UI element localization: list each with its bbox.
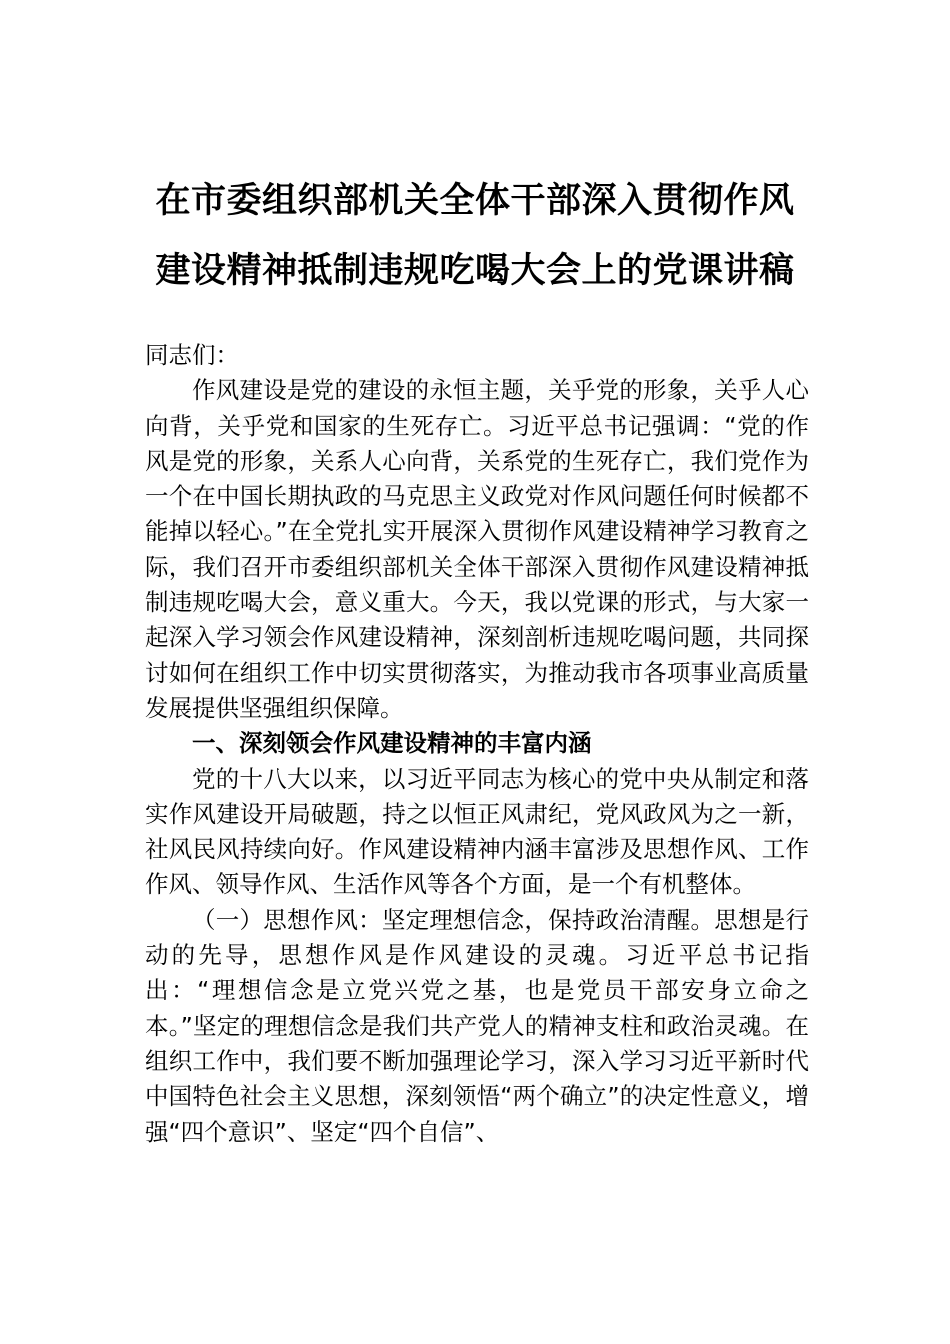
paragraph-section-1: 党的十八大以来，以习近平同志为核心的党中央从制定和落实作风建设开局破题，持之以恒正风肃纪，党风政风为之一新，社风民风持续向好。作风建设精神内涵丰富涉及思想作风、工作作风、领导作风、生活作风等各个方面，是一个有机整体。 xyxy=(145,764,809,899)
document-body xyxy=(145,338,809,1150)
section-heading-1: 一、深刻领会作风建设精神的丰富内涵 xyxy=(192,729,592,758)
paragraph-subsection-1: （一）思想作风：坚定理想信念，保持政治清醒。思想是行动的先导，思想作风是作风建设的灵魂。习近平总书记指出：“理想信念是立党兴党之基，也是党员干部安身立命之本。”坚定的理想信念是我们共产党人的精神支柱和政治灵魂。在组织工作中，我们要不断加强理论学习，深入学习习近平新时代中国特色社会主义思想，深刻领悟“两个确立”的决定性意义，增强“四个意识”、坚定“四个自信”、 xyxy=(145,905,809,1146)
document-title xyxy=(100,166,850,306)
greeting: 同志们： xyxy=(145,341,239,369)
title-line-2: 建设精神抵制违规吃喝大会上的党课讲稿 xyxy=(155,251,795,291)
title-line-1: 在市委组织部机关全体干部深入贯彻作风 xyxy=(155,181,795,221)
paragraph-intro: 作风建设是党的建设的永恒主题，关乎党的形象，关乎人心向背，关乎党和国家的生死存亡。习近平总书记强调：“党的作风是党的形象，关系人心向背，关系党的生死存亡，我们党作为一个在中国长期执政的马克思主义政党对作风问题任何时候都不能掉以轻心。”在全党扎实开展深入贯彻作风建设精神学习教育之际，我们召开市委组织部机关全体干部深入贯彻作风建设精神抵制违规吃喝大会，意义重大。今天，我以党课的形式，与大家一起深入学习领会作风建设精神，深刻剖析违规吃喝问题，共同探讨如何在组织工作中切实贯彻落实，为推动我市各项事业高质量发展提供坚强组织保障。 xyxy=(145,376,809,722)
